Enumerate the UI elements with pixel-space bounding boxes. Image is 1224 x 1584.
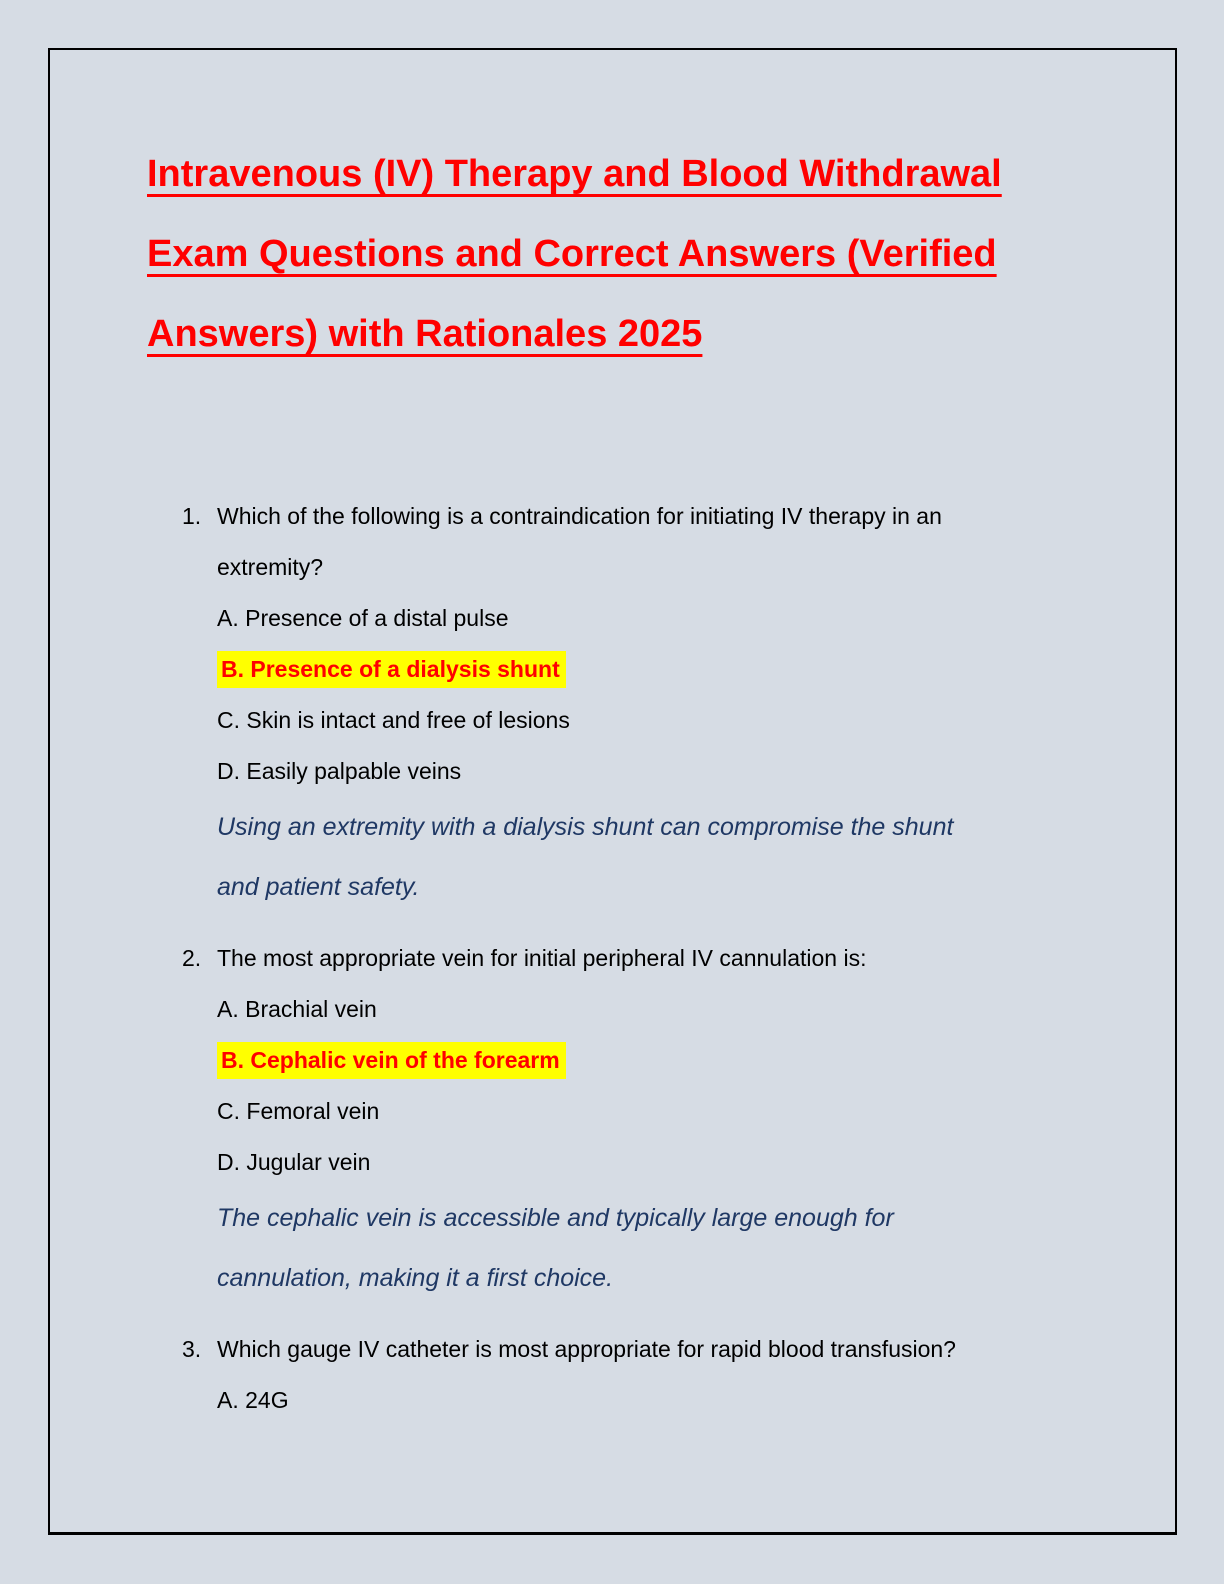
question-2-option-b-correct bbox=[217, 1035, 1137, 1086]
question-1 bbox=[147, 491, 1137, 917]
highlighted-answer: B. Cephalic vein of the forearm bbox=[217, 1042, 566, 1079]
title-line-1: Intravenous (IV) Therapy and Blood Withdrawal bbox=[147, 153, 1002, 195]
question-2 bbox=[147, 933, 1137, 1308]
highlighted-answer: B. Presence of a dialysis shunt bbox=[217, 651, 566, 688]
question-3-text-line-1: Which gauge IV catheter is most appropriate for rapid blood transfusion? bbox=[217, 1336, 956, 1362]
title-line-2: Exam Questions and Correct Answers (Verified bbox=[147, 233, 997, 275]
question-1-text-line-2: extremity? bbox=[217, 554, 324, 580]
question-2-option-d: D. Jugular vein bbox=[217, 1149, 371, 1175]
question-1-option-d: D. Easily palpable veins bbox=[217, 758, 462, 784]
question-2-rationale-line-1: The cephalic vein is accessible and typically large enough for bbox=[217, 1204, 894, 1232]
title-line-3: Answers) with Rationales 2025 bbox=[147, 313, 703, 355]
question-list bbox=[147, 491, 1137, 1426]
document-title bbox=[147, 134, 1137, 374]
question-2-option-c: C. Femoral vein bbox=[217, 1098, 380, 1124]
question-1-option-b-correct bbox=[217, 644, 1137, 695]
question-2-rationale-line-2: cannulation, making it a first choice. bbox=[217, 1264, 614, 1292]
question-3-option-a: A. 24G bbox=[217, 1387, 289, 1413]
question-1-option-c: C. Skin is intact and free of lesions bbox=[217, 707, 570, 733]
question-1-option-a: A. Presence of a distal pulse bbox=[217, 605, 509, 631]
question-1-number: 1. bbox=[182, 503, 202, 529]
page-content bbox=[147, 50, 1137, 1426]
question-1-rationale-line-2: and patient safety. bbox=[217, 873, 420, 901]
question-2-option-a: A. Brachial vein bbox=[217, 996, 377, 1022]
question-2-text-line-1: The most appropriate vein for initial peripheral IV cannulation is: bbox=[217, 945, 867, 971]
question-1-text-line-1: Which of the following is a contraindication for initiating IV therapy in an bbox=[217, 503, 942, 529]
document-page bbox=[48, 48, 1177, 1535]
question-1-rationale-line-1: Using an extremity with a dialysis shunt can compromise the shunt bbox=[217, 813, 954, 841]
question-2-number: 2. bbox=[182, 945, 202, 971]
question-3 bbox=[147, 1324, 1137, 1426]
question-3-number: 3. bbox=[182, 1336, 202, 1362]
